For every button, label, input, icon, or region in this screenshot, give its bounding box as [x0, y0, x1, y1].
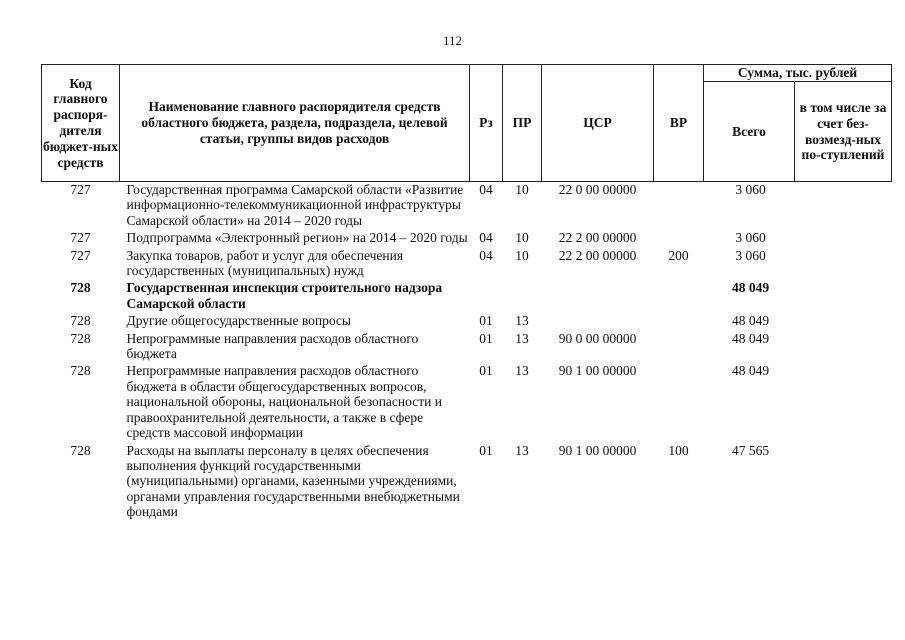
cell-rz: 01	[479, 330, 493, 346]
table-row	[42, 313, 892, 330]
header-rz: Рз	[470, 65, 503, 182]
cell-total: 48 049	[731, 313, 770, 329]
cell-vr: 100	[668, 442, 689, 458]
cell-total: 3 060	[735, 247, 766, 263]
table-row	[42, 443, 892, 522]
cell-total: 3 060	[735, 230, 766, 246]
header-kod: Код главного распоря-дителя бюджет-ных средств	[42, 65, 120, 182]
cell-incl	[795, 313, 892, 330]
cell-vr	[654, 313, 704, 330]
cell-incl	[795, 182, 892, 231]
cell-csr: 90 0 00 00000	[558, 330, 637, 346]
cell-csr: 22 0 00 00000	[558, 182, 637, 197]
header-name: Наименование главного распорядителя средств областного бюджета, раздела, подраздела, целевой статьи, группы видов расходов	[120, 65, 470, 182]
cell-rz: 01	[479, 442, 493, 458]
cell-pr: 13	[515, 442, 529, 458]
cell-kod: 728	[70, 280, 91, 296]
cell-csr: 90 1 00 00000	[558, 363, 637, 379]
cell-kod: 727	[70, 247, 91, 263]
cell-rz: 04	[479, 247, 493, 263]
budget-table	[41, 64, 892, 522]
cell-total: 3 060	[735, 182, 766, 197]
cell-name: Государственная программа Самарской области «Развитие информационно-телекоммуникационной инфраструктуры Самарской области» на 2014 – 2020 годы	[126, 182, 464, 228]
cell-kod: 727	[70, 182, 91, 197]
cell-total: 48 049	[731, 280, 770, 296]
header-incl: в том числе за счет без-возмезд-ных по-ступлений	[795, 82, 892, 182]
cell-kod: 728	[70, 442, 91, 458]
cell-vr	[654, 182, 704, 231]
cell-rz: 01	[479, 363, 493, 379]
cell-name: Подпрограмма «Электронный регион» на 2014 – 2020 годы	[126, 230, 468, 246]
cell-name: Государственная инспекция строительного надзора Самарской области	[126, 280, 443, 311]
cell-rz	[470, 280, 503, 313]
cell-csr: 90 1 00 00000	[558, 442, 637, 458]
cell-vr	[654, 280, 704, 313]
table-row	[42, 363, 892, 442]
cell-name: Другие общегосударственные вопросы	[126, 313, 351, 329]
cell-pr: 10	[515, 182, 529, 197]
cell-kod: 728	[70, 330, 91, 346]
cell-vr	[654, 331, 704, 364]
header-csr: ЦСР	[542, 65, 654, 182]
cell-vr	[654, 363, 704, 442]
cell-incl	[795, 280, 892, 313]
table-row	[42, 280, 892, 313]
table-row	[42, 182, 892, 231]
cell-incl	[795, 331, 892, 364]
cell-name: Расходы на выплаты персоналу в целях обеспечения выполнения функций государственными (муниципальными) органами, казенными учреждениями, органами управления государственными внебюджетными фондами	[126, 442, 460, 520]
header-total: Всего	[704, 82, 795, 182]
cell-vr	[654, 230, 704, 247]
cell-rz: 01	[479, 313, 493, 329]
table-row	[42, 248, 892, 281]
cell-incl	[795, 248, 892, 281]
cell-pr: 13	[515, 313, 529, 329]
cell-total: 48 049	[731, 363, 770, 379]
table-header	[42, 65, 892, 182]
cell-incl	[795, 443, 892, 522]
cell-kod: 728	[70, 363, 91, 379]
cell-csr	[542, 313, 654, 330]
header-sum-group: Сумма, тыс. рублей	[704, 65, 892, 82]
cell-pr: 10	[515, 230, 529, 246]
cell-pr: 13	[515, 363, 529, 379]
cell-name: Непрограммные направления расходов областного бюджета в области общегосударственных вопросов, национальной обороны, национальной безопасности и правоохранительной деятельности, а также в сфере средств массовой информации	[126, 363, 442, 441]
cell-csr: 22 2 00 00000	[558, 230, 637, 246]
cell-rz: 04	[479, 182, 493, 197]
cell-pr	[503, 280, 542, 313]
table-row	[42, 230, 892, 247]
cell-name: Закупка товаров, работ и услуг для обеспечения государственных (муниципальных) нужд	[126, 247, 404, 279]
table-body	[42, 182, 892, 522]
cell-pr: 10	[515, 247, 529, 263]
cell-name: Непрограммные направления расходов областного бюджета	[126, 330, 419, 362]
cell-csr: 22 2 00 00000	[558, 247, 637, 263]
cell-incl	[795, 363, 892, 442]
cell-rz: 04	[479, 230, 493, 246]
cell-total: 47 565	[731, 442, 770, 458]
cell-vr: 200	[668, 247, 689, 263]
cell-total: 48 049	[731, 330, 770, 346]
cell-csr	[542, 280, 654, 313]
cell-kod: 728	[70, 313, 91, 329]
page-number: 112	[442, 33, 463, 48]
table-row	[42, 331, 892, 364]
cell-pr: 13	[515, 330, 529, 346]
cell-kod: 727	[70, 230, 91, 246]
header-pr: ПР	[503, 65, 542, 182]
header-vr: ВР	[654, 65, 704, 182]
cell-incl	[795, 230, 892, 247]
